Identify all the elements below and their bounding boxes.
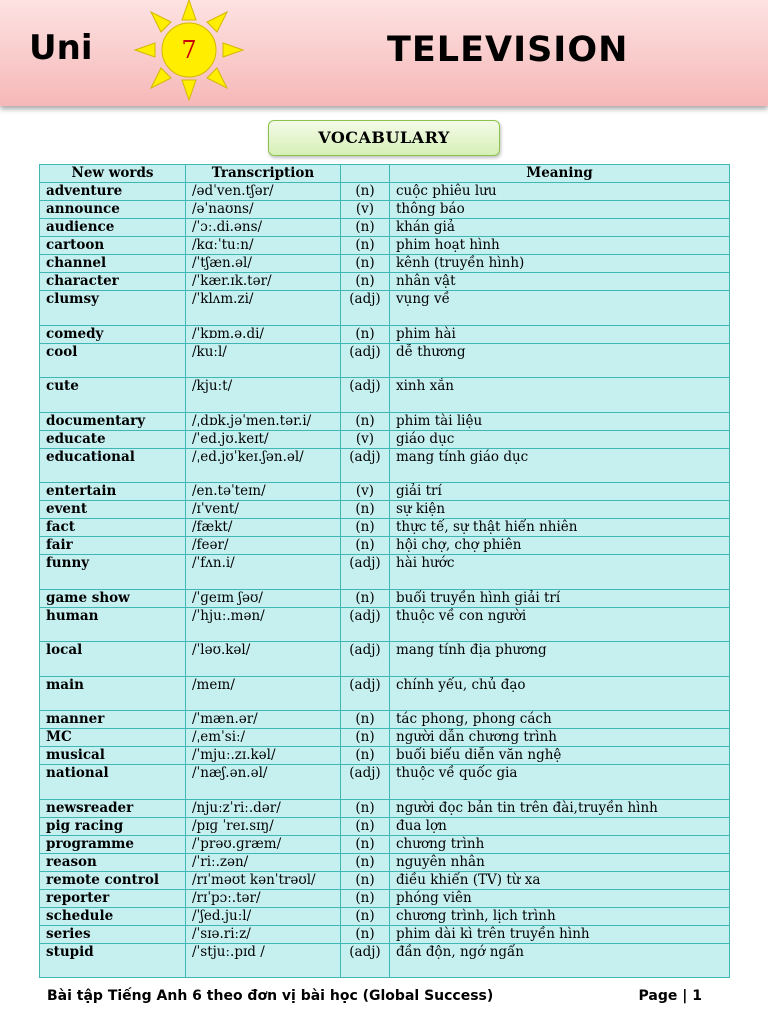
vocab-word: series bbox=[40, 925, 186, 943]
unit-label: Uni bbox=[29, 28, 93, 68]
vocab-transcription: /ˈed.jʊ.keɪt/ bbox=[186, 430, 341, 448]
column-header-pos bbox=[341, 165, 390, 183]
vocab-transcription: /ˌemˈsiː/ bbox=[186, 729, 341, 747]
table-row bbox=[40, 291, 730, 326]
vocab-meaning: nhân vật bbox=[390, 273, 730, 291]
vocab-meaning: thuộc về quốc gia bbox=[390, 765, 730, 800]
vocab-transcription: /ɪˈvent/ bbox=[186, 501, 341, 519]
vocab-part-of-speech: (adj) bbox=[341, 378, 390, 413]
vocab-word: programme bbox=[40, 835, 186, 853]
vocab-part-of-speech: (adj) bbox=[341, 343, 390, 378]
vocab-word: event bbox=[40, 501, 186, 519]
vocab-part-of-speech: (n) bbox=[341, 925, 390, 943]
vocab-part-of-speech: (v) bbox=[341, 430, 390, 448]
vocab-part-of-speech: (adj) bbox=[341, 607, 390, 642]
vocab-meaning: phim dài kì trên truyền hình bbox=[390, 925, 730, 943]
vocab-meaning: chính yếu, chủ đạo bbox=[390, 676, 730, 711]
vocab-meaning: sự kiện bbox=[390, 501, 730, 519]
vocab-part-of-speech: (n) bbox=[341, 237, 390, 255]
vocab-part-of-speech: (n) bbox=[341, 589, 390, 607]
vocab-transcription: /ˈkær.ɪk.tər/ bbox=[186, 273, 341, 291]
vocab-transcription: /kuːl/ bbox=[186, 343, 341, 378]
vocab-part-of-speech: (n) bbox=[341, 835, 390, 853]
vocab-meaning: thuộc về con người bbox=[390, 607, 730, 642]
table-row bbox=[40, 219, 730, 237]
vocab-transcription: /ədˈven.tʃər/ bbox=[186, 183, 341, 201]
vocab-transcription: /ˈləʊ.kəl/ bbox=[186, 642, 341, 677]
vocab-part-of-speech: (n) bbox=[341, 412, 390, 430]
vocab-transcription: /en.təˈteɪn/ bbox=[186, 483, 341, 501]
footer-page-number: Page | 1 bbox=[638, 988, 702, 1004]
table-row bbox=[40, 201, 730, 219]
vocab-meaning: hội chợ, chợ phiên bbox=[390, 537, 730, 555]
vocab-meaning: phim hoạt hình bbox=[390, 237, 730, 255]
vocab-meaning: người dẫn chương trình bbox=[390, 729, 730, 747]
vocab-part-of-speech: (n) bbox=[341, 183, 390, 201]
vocab-part-of-speech: (n) bbox=[341, 273, 390, 291]
table-row bbox=[40, 237, 730, 255]
table-row bbox=[40, 343, 730, 378]
vocab-meaning: nguyên nhân bbox=[390, 853, 730, 871]
vocab-transcription: /kɑːˈtuːn/ bbox=[186, 237, 341, 255]
vocab-meaning: xinh xắn bbox=[390, 378, 730, 413]
vocab-part-of-speech: (n) bbox=[341, 519, 390, 537]
table-row bbox=[40, 711, 730, 729]
table-row bbox=[40, 871, 730, 889]
vocab-meaning: buổi biểu diễn văn nghệ bbox=[390, 747, 730, 765]
vocab-transcription: /ˈtʃæn.əl/ bbox=[186, 255, 341, 273]
vocab-meaning: thông báo bbox=[390, 201, 730, 219]
vocab-part-of-speech: (adj) bbox=[341, 676, 390, 711]
vocab-part-of-speech: (adj) bbox=[341, 642, 390, 677]
vocab-part-of-speech: (n) bbox=[341, 325, 390, 343]
vocab-meaning: mang tính địa phương bbox=[390, 642, 730, 677]
unit-title: TELEVISION bbox=[387, 30, 629, 70]
vocab-word: stupid bbox=[40, 943, 186, 978]
vocab-part-of-speech: (n) bbox=[341, 537, 390, 555]
table-row bbox=[40, 501, 730, 519]
vocab-word: channel bbox=[40, 255, 186, 273]
vocab-part-of-speech: (n) bbox=[341, 871, 390, 889]
vocab-meaning: điều khiển (TV) từ xa bbox=[390, 871, 730, 889]
vocab-word: audience bbox=[40, 219, 186, 237]
vocab-part-of-speech: (n) bbox=[341, 889, 390, 907]
vocab-meaning: đần độn, ngớ ngẩn bbox=[390, 943, 730, 978]
table-row bbox=[40, 607, 730, 642]
vocab-transcription: /feər/ bbox=[186, 537, 341, 555]
vocab-word: MC bbox=[40, 729, 186, 747]
vocab-transcription: /rɪˈməʊt kənˈtrəʊl/ bbox=[186, 871, 341, 889]
vocab-transcription: /meɪn/ bbox=[186, 676, 341, 711]
vocab-transcription: /ˌdɒk.jəˈmen.tər.i/ bbox=[186, 412, 341, 430]
vocab-word: manner bbox=[40, 711, 186, 729]
table-row bbox=[40, 378, 730, 413]
vocab-transcription: /ˈprəʊ.ɡræm/ bbox=[186, 835, 341, 853]
table-row bbox=[40, 255, 730, 273]
vocab-transcription: /ˈfʌn.i/ bbox=[186, 555, 341, 590]
vocab-meaning: phóng viên bbox=[390, 889, 730, 907]
vocab-transcription: /ˈmæn.ər/ bbox=[186, 711, 341, 729]
table-row bbox=[40, 589, 730, 607]
vocab-transcription: /njuːzˈriː.dər/ bbox=[186, 799, 341, 817]
vocab-meaning: phim tài liệu bbox=[390, 412, 730, 430]
vocab-meaning: hài hước bbox=[390, 555, 730, 590]
vocab-word: game show bbox=[40, 589, 186, 607]
vocab-part-of-speech: (n) bbox=[341, 747, 390, 765]
vocab-transcription: /rɪˈpɔː.tər/ bbox=[186, 889, 341, 907]
vocab-transcription: /ˌed.jʊˈkeɪ.ʃən.əl/ bbox=[186, 448, 341, 483]
vocab-part-of-speech: (adj) bbox=[341, 291, 390, 326]
vocab-part-of-speech: (n) bbox=[341, 711, 390, 729]
vocab-transcription: /əˈnaʊns/ bbox=[186, 201, 341, 219]
sun-badge bbox=[133, 0, 245, 104]
vocab-meaning: giáo dục bbox=[390, 430, 730, 448]
vocab-part-of-speech: (n) bbox=[341, 501, 390, 519]
vocab-word: cute bbox=[40, 378, 186, 413]
vocab-meaning: thực tế, sự thật hiển nhiên bbox=[390, 519, 730, 537]
vocab-transcription: /ˈhjuː.mən/ bbox=[186, 607, 341, 642]
vocab-word: fact bbox=[40, 519, 186, 537]
header-banner bbox=[0, 0, 768, 106]
vocab-meaning: khán giả bbox=[390, 219, 730, 237]
vocab-part-of-speech: (n) bbox=[341, 255, 390, 273]
table-row bbox=[40, 519, 730, 537]
vocab-meaning: giải trí bbox=[390, 483, 730, 501]
vocab-word: human bbox=[40, 607, 186, 642]
vocab-part-of-speech: (n) bbox=[341, 219, 390, 237]
vocab-transcription: /ˈriː.zən/ bbox=[186, 853, 341, 871]
vocab-transcription: /ˈɔː.di.əns/ bbox=[186, 219, 341, 237]
vocab-transcription: /ˈnæʃ.ən.əl/ bbox=[186, 765, 341, 800]
table-row bbox=[40, 925, 730, 943]
vocab-meaning: vụng về bbox=[390, 291, 730, 326]
vocab-word: funny bbox=[40, 555, 186, 590]
table-row bbox=[40, 907, 730, 925]
vocab-meaning: kênh (truyền hình) bbox=[390, 255, 730, 273]
vocab-transcription: /ˈʃed.juːl/ bbox=[186, 907, 341, 925]
vocab-word: local bbox=[40, 642, 186, 677]
footer-book-title: Bài tập Tiếng Anh 6 theo đơn vị bài học (Global Success) bbox=[47, 988, 494, 1004]
vocab-transcription: /ˈstjuː.pɪd / bbox=[186, 943, 341, 978]
vocab-word: schedule bbox=[40, 907, 186, 925]
vocab-meaning: phim hài bbox=[390, 325, 730, 343]
table-row bbox=[40, 273, 730, 291]
vocab-word: character bbox=[40, 273, 186, 291]
vocab-transcription: /ˈɡeɪm ʃəʊ/ bbox=[186, 589, 341, 607]
vocab-transcription: /kjuːt/ bbox=[186, 378, 341, 413]
table-header-row bbox=[40, 165, 730, 183]
vocab-part-of-speech: (n) bbox=[341, 729, 390, 747]
table-row bbox=[40, 747, 730, 765]
vocab-part-of-speech: (adj) bbox=[341, 765, 390, 800]
vocab-word: comedy bbox=[40, 325, 186, 343]
column-header-words: New words bbox=[40, 165, 186, 183]
vocab-meaning: dễ thương bbox=[390, 343, 730, 378]
vocab-transcription: /ˈkɒm.ə.di/ bbox=[186, 325, 341, 343]
table-row bbox=[40, 943, 730, 978]
vocab-word: national bbox=[40, 765, 186, 800]
vocab-word: educational bbox=[40, 448, 186, 483]
vocab-meaning: đua lợn bbox=[390, 817, 730, 835]
table-row bbox=[40, 835, 730, 853]
vocabulary-table bbox=[39, 164, 730, 978]
vocab-part-of-speech: (v) bbox=[341, 201, 390, 219]
vocab-word: reporter bbox=[40, 889, 186, 907]
vocab-part-of-speech: (adj) bbox=[341, 448, 390, 483]
vocab-word: announce bbox=[40, 201, 186, 219]
vocab-meaning: mang tính giáo dục bbox=[390, 448, 730, 483]
vocab-meaning: buổi truyền hình giải trí bbox=[390, 589, 730, 607]
table-row bbox=[40, 325, 730, 343]
table-row bbox=[40, 412, 730, 430]
vocab-transcription: /ˈmjuː.zɪ.kəl/ bbox=[186, 747, 341, 765]
table-row bbox=[40, 430, 730, 448]
section-title: VOCABULARY bbox=[268, 120, 500, 156]
table-row bbox=[40, 799, 730, 817]
vocab-word: documentary bbox=[40, 412, 186, 430]
vocab-part-of-speech: (adj) bbox=[341, 943, 390, 978]
table-row bbox=[40, 448, 730, 483]
table-row bbox=[40, 555, 730, 590]
column-header-transcription: Transcription bbox=[186, 165, 341, 183]
vocab-meaning: người đọc bản tin trên đài,truyền hình bbox=[390, 799, 730, 817]
vocab-word: adventure bbox=[40, 183, 186, 201]
vocab-word: entertain bbox=[40, 483, 186, 501]
vocab-word: clumsy bbox=[40, 291, 186, 326]
vocab-word: fair bbox=[40, 537, 186, 555]
vocab-word: main bbox=[40, 676, 186, 711]
vocab-meaning: chương trình, lịch trình bbox=[390, 907, 730, 925]
vocab-meaning: cuộc phiêu lưu bbox=[390, 183, 730, 201]
table-row bbox=[40, 853, 730, 871]
vocab-part-of-speech: (v) bbox=[341, 483, 390, 501]
vocab-transcription: /ˈsɪə.riːz/ bbox=[186, 925, 341, 943]
table-row bbox=[40, 183, 730, 201]
vocab-transcription: /ˈklʌm.zi/ bbox=[186, 291, 341, 326]
vocab-transcription: /pɪɡ ˈreɪ.sɪŋ/ bbox=[186, 817, 341, 835]
table-row bbox=[40, 817, 730, 835]
vocab-word: cool bbox=[40, 343, 186, 378]
vocab-part-of-speech: (n) bbox=[341, 799, 390, 817]
vocab-meaning: chương trình bbox=[390, 835, 730, 853]
vocab-part-of-speech: (adj) bbox=[341, 555, 390, 590]
vocab-word: musical bbox=[40, 747, 186, 765]
table-row bbox=[40, 642, 730, 677]
table-row bbox=[40, 483, 730, 501]
vocab-part-of-speech: (n) bbox=[341, 853, 390, 871]
vocab-word: pig racing bbox=[40, 817, 186, 835]
vocab-meaning: tác phong, phong cách bbox=[390, 711, 730, 729]
vocab-word: newsreader bbox=[40, 799, 186, 817]
vocab-word: educate bbox=[40, 430, 186, 448]
unit-number: 7 bbox=[181, 36, 197, 64]
table-row bbox=[40, 537, 730, 555]
vocab-word: cartoon bbox=[40, 237, 186, 255]
table-row bbox=[40, 729, 730, 747]
column-header-meaning: Meaning bbox=[390, 165, 730, 183]
table-row bbox=[40, 889, 730, 907]
vocab-word: reason bbox=[40, 853, 186, 871]
vocab-word: remote control bbox=[40, 871, 186, 889]
table-row bbox=[40, 676, 730, 711]
vocab-transcription: /fækt/ bbox=[186, 519, 341, 537]
vocab-part-of-speech: (n) bbox=[341, 817, 390, 835]
vocab-part-of-speech: (n) bbox=[341, 907, 390, 925]
table-row bbox=[40, 765, 730, 800]
